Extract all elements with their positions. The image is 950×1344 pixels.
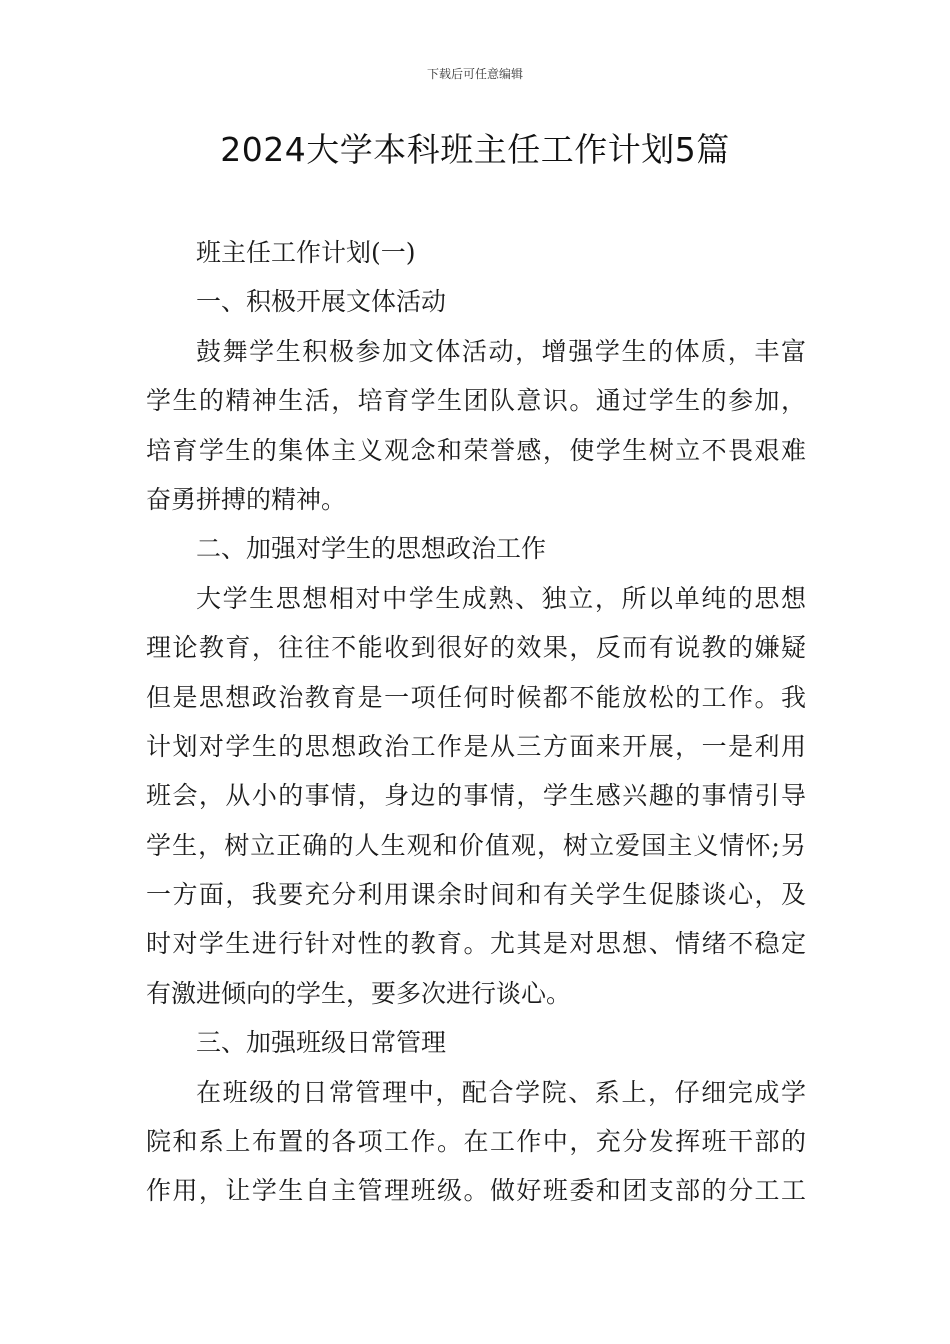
subsection-heading: 二、加强对学生的思想政治工作	[196, 534, 547, 564]
paragraph-line: 但是思想政治教育是一项任何时候都不能放松的工作。我	[146, 682, 806, 712]
paragraph-line: 院和系上布置的各项工作。在工作中，充分发挥班干部的	[146, 1127, 806, 1157]
subsection-heading: 三、加强班级日常管理	[196, 1028, 447, 1058]
section-heading: 班主任工作计划(一)	[196, 238, 416, 267]
paragraph-line: 学生的精神生活，培育学生团队意识。通过学生的参加，	[146, 386, 806, 416]
paragraph-line: 作用，让学生自主管理班级。做好班委和团支部的分工工	[146, 1176, 806, 1206]
paragraph-line: 理论教育，往往不能收到很好的效果，反而有说教的嫌疑	[146, 633, 806, 663]
document-body	[146, 228, 806, 1216]
page-header-note: 下载后可任意编辑	[426, 67, 523, 81]
paragraph-line: 时对学生进行针对性的教育。尤其是对思想、情绪不稳定	[146, 929, 806, 959]
paragraph-line: 有激进倾向的学生，要多次进行谈心。	[146, 978, 572, 1008]
paragraph-line: 培育学生的集体主义观念和荣誉感，使学生树立不畏艰难	[146, 435, 806, 465]
paragraph-line: 奋勇拼搏的精神。	[146, 484, 347, 514]
paragraph-line: 计划对学生的思想政治工作是从三方面来开展，一是利用	[146, 731, 806, 761]
paragraph-line: 大学生思想相对中学生成熟、独立，所以单纯的思想	[196, 583, 806, 613]
paragraph-line: 班会，从小的事情，身边的事情，学生感兴趣的事情引导	[146, 781, 806, 811]
subsection-heading: 一、积极开展文体活动	[196, 287, 447, 317]
document-title: 2024大学本科班主任工作计划5篇	[220, 130, 730, 169]
paragraph-line: 一方面，我要充分利用课余时间和有关学生促膝谈心，及	[146, 880, 806, 910]
paragraph-line: 鼓舞学生积极参加文体活动，增强学生的体质，丰富	[196, 336, 806, 366]
paragraph-line: 在班级的日常管理中，配合学院、系上，仔细完成学	[196, 1077, 806, 1107]
paragraph-line: 学生，树立正确的人生观和价值观，树立爱国主义情怀;另	[146, 830, 806, 860]
